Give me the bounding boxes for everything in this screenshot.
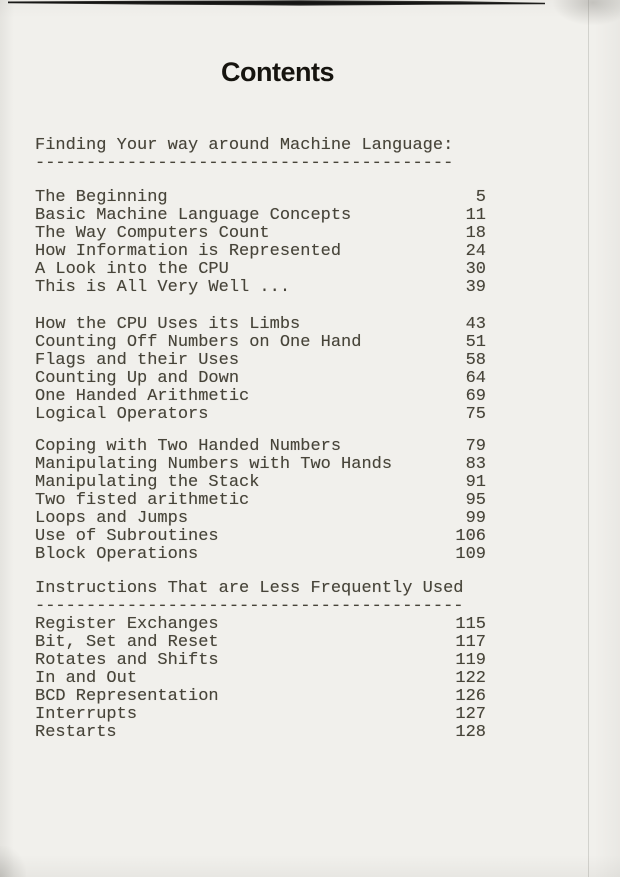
toc-entry-title: Block Operations: [35, 545, 199, 564]
toc-entry-title: Manipulating Numbers with Two Hands: [35, 455, 393, 474]
toc-entry-title: Loops and Jumps: [35, 509, 189, 528]
toc-entry-title: BCD Representation: [35, 687, 219, 706]
paper-edge-line: [588, 0, 589, 877]
toc-entry-page-number: 83: [465, 455, 486, 474]
toc-row: [35, 279, 486, 297]
toc-entry-page-number: 75: [465, 405, 486, 424]
toc-entry-title: How Information is Represented: [35, 242, 342, 261]
toc-row: [35, 528, 486, 546]
toc-entry-page-number: 95: [465, 491, 486, 510]
toc-block: [35, 316, 486, 424]
toc-row: [35, 634, 486, 652]
toc-row: [35, 474, 486, 492]
toc-entry-page-number: 39: [465, 278, 486, 297]
section-heading: Finding Your way around Machine Language:: [35, 136, 454, 155]
toc-entry-title: Rotates and Shifts: [35, 651, 219, 670]
toc-entry-title: The Way Computers Count: [35, 224, 270, 243]
toc-entry-page-number: 18: [465, 224, 486, 243]
toc-entry-title: Restarts: [35, 723, 117, 742]
toc-row: [35, 492, 486, 510]
toc-row: [35, 456, 486, 474]
toc-entry-page-number: 5: [475, 188, 486, 207]
section-heading-rule: -----------------------------------------: [35, 155, 454, 173]
toc-entry-title: This is All Very Well ...: [35, 278, 291, 297]
toc-entry-page-number: 24: [465, 242, 486, 261]
toc-entry-title: How the CPU Uses its Limbs: [35, 315, 301, 334]
toc-entry-page-number: 109: [455, 545, 486, 564]
toc-row: [35, 706, 486, 724]
toc-section-1: [35, 137, 486, 564]
toc-row: [35, 688, 486, 706]
toc-entry-page-number: 106: [455, 527, 486, 546]
scan-corner-smudge: [552, 0, 620, 26]
toc-entry-title: Flags and their Uses: [35, 351, 240, 370]
section-heading-rule: ------------------------------------------: [35, 598, 464, 616]
toc-row: [35, 334, 486, 352]
toc-entry-title: Basic Machine Language Concepts: [35, 206, 352, 225]
toc-entry-page-number: 43: [465, 315, 486, 334]
section-heading: Instructions That are Less Frequently Used: [35, 579, 464, 598]
toc-entry-page-number: 122: [455, 669, 486, 688]
toc-block: [35, 438, 486, 564]
toc-block: [35, 189, 486, 297]
toc-entry-title: Logical Operators: [35, 405, 209, 424]
toc-entry-title: Bit, Set and Reset: [35, 633, 219, 652]
toc-row: [35, 652, 486, 670]
toc-row: [35, 546, 486, 564]
toc-entry-title: Coping with Two Handed Numbers: [35, 437, 342, 456]
toc-entry-page-number: 127: [455, 705, 486, 724]
toc-entry-title: Manipulating the Stack: [35, 473, 260, 492]
toc-row: [35, 225, 486, 243]
toc-section-2: [35, 580, 486, 742]
toc-row: [35, 406, 486, 424]
toc-row: [35, 243, 486, 261]
scan-bottom-smudge: [0, 846, 26, 877]
toc-entry-page-number: 115: [455, 615, 486, 634]
toc-row: [35, 189, 486, 207]
toc-row: [35, 261, 486, 279]
toc-entry-page-number: 119: [455, 651, 486, 670]
toc-block: [35, 616, 486, 742]
toc-row: [35, 316, 486, 334]
toc-entry-title: A Look into the CPU: [35, 260, 229, 279]
toc-row: [35, 616, 486, 634]
toc-row: [35, 207, 486, 225]
toc-row: [35, 438, 486, 456]
page-title: Contents: [221, 57, 334, 87]
toc-entry-page-number: 117: [455, 633, 486, 652]
toc-row: [35, 724, 486, 742]
scan-edge-band: [0, 0, 620, 12]
toc-entry-title: Two fisted arithmetic: [35, 491, 250, 510]
toc-entry-title: Register Exchanges: [35, 615, 219, 634]
toc-entry-page-number: 91: [465, 473, 486, 492]
toc-entry-page-number: 79: [465, 437, 486, 456]
toc-entry-page-number: 58: [465, 351, 486, 370]
toc-row: [35, 370, 486, 388]
toc-entry-title: Counting Up and Down: [35, 369, 240, 388]
toc-entry-title: In and Out: [35, 669, 138, 688]
toc-entry-page-number: 69: [465, 387, 486, 406]
toc-row: [35, 352, 486, 370]
toc-row: [35, 388, 486, 406]
toc-entry-title: One Handed Arithmetic: [35, 387, 250, 406]
toc-entry-page-number: 128: [455, 723, 486, 742]
toc-entry-title: Counting Off Numbers on One Hand: [35, 333, 362, 352]
toc-entry-page-number: 11: [465, 206, 486, 225]
toc-entry-title: The Beginning: [35, 188, 168, 207]
toc-entry-title: Interrupts: [35, 705, 138, 724]
toc-row: [35, 510, 486, 528]
toc-entry-page-number: 64: [465, 369, 486, 388]
toc-entry-page-number: 51: [465, 333, 486, 352]
toc-row: [35, 670, 486, 688]
toc-entry-page-number: 30: [465, 260, 486, 279]
toc-entry-page-number: 126: [455, 687, 486, 706]
toc-entry-title: Use of Subroutines: [35, 527, 219, 546]
table-of-contents: [35, 137, 486, 742]
toc-entry-page-number: 99: [465, 509, 486, 528]
